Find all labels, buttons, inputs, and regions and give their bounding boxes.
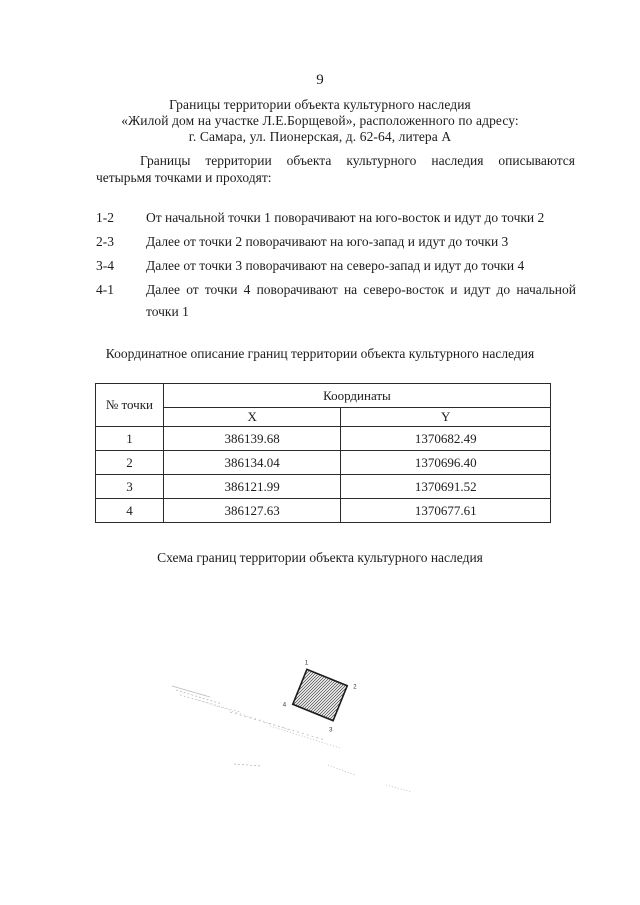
hatch-line	[296, 655, 376, 735]
hatch-line	[230, 655, 310, 735]
hatch-line	[218, 655, 298, 735]
intro-paragraph-line-1: Границы территории объекта культурного наследия описываются	[140, 153, 575, 168]
intro-paragraph-line-2: четырьмя точками и проходят:	[96, 170, 272, 185]
parcel-hatching	[200, 655, 439, 735]
hatch-line	[281, 655, 361, 735]
hatch-line	[317, 655, 397, 735]
hatch-line	[329, 655, 409, 735]
hatch-line	[311, 655, 391, 735]
table-row	[96, 451, 551, 475]
parcel-point-label: 1	[304, 660, 309, 667]
hatch-line	[200, 655, 280, 735]
y-cell: 1370691.52	[341, 475, 551, 499]
hatch-line	[278, 655, 358, 735]
header-x: X	[163, 408, 341, 427]
hatch-line	[239, 655, 319, 735]
hatch-line	[341, 655, 421, 735]
hatch-line	[302, 655, 382, 735]
hatch-line	[224, 655, 304, 735]
hatch-line	[314, 655, 394, 735]
hatch-line	[254, 655, 334, 735]
hatch-line	[263, 655, 343, 735]
hatch-line	[260, 655, 340, 735]
x-cell: 386121.99	[163, 475, 341, 499]
boundary-scheme	[150, 640, 470, 820]
route-segment-text: Далее от точки 4 поворачивают на северо-восток и идут до начальной	[146, 282, 576, 297]
hatch-line	[212, 655, 292, 735]
hatch-line	[344, 655, 424, 735]
hatch-line	[251, 655, 331, 735]
hatch-line	[242, 655, 322, 735]
parcel-point-label: 3	[329, 727, 333, 734]
parcel-point-label: 2	[353, 684, 357, 691]
y-cell: 1370682.49	[341, 427, 551, 451]
hatch-line	[323, 655, 403, 735]
hatch-line	[293, 655, 373, 735]
hatch-line	[248, 655, 328, 735]
hatch-line	[356, 655, 436, 735]
hatch-line	[227, 655, 307, 735]
table-row	[96, 499, 551, 523]
hatch-line	[335, 655, 415, 735]
x-cell: 386127.63	[163, 499, 341, 523]
route-segment-number: 4-1	[96, 282, 114, 297]
hatch-line	[290, 655, 370, 735]
point-cell: 3	[96, 475, 164, 499]
route-segment-text: Далее от точки 3 поворачивают на северо-запад и идут до точки 4	[146, 258, 525, 273]
hatch-line	[308, 655, 388, 735]
table-row	[96, 475, 551, 499]
header-y: Y	[341, 408, 551, 427]
header-coordinates: Координаты	[163, 384, 550, 408]
hatch-line	[326, 655, 406, 735]
hatch-line	[206, 655, 286, 735]
coordinates-table	[95, 383, 551, 523]
hatch-line	[272, 655, 352, 735]
hatch-line	[203, 655, 283, 735]
route-segment-number: 3-4	[96, 258, 114, 273]
hatch-line	[305, 655, 385, 735]
route-segment-text: От начальной точки 1 поворачивают на юго-восток и идут до точки 2	[146, 210, 545, 225]
hatch-line	[266, 655, 346, 735]
hatch-line	[338, 655, 418, 735]
title-line-3: г. Самара, ул. Пионерская, д. 62-64, литера А	[188, 129, 452, 144]
hatch-line	[233, 655, 313, 735]
route-segment-text: Далее от точки 2 поворачивают на юго-запад и идут до точки 3	[146, 234, 509, 249]
y-cell: 1370677.61	[341, 499, 551, 523]
route-segment-number: 1-2	[96, 210, 114, 225]
coordinates-table-title: Координатное описание границ территории объекта культурного наследия	[105, 346, 535, 361]
hatch-line	[353, 655, 433, 735]
point-cell: 2	[96, 451, 164, 475]
hatch-line	[347, 655, 427, 735]
point-cell: 4	[96, 499, 164, 523]
route-segment-text-continuation: точки 1	[146, 304, 189, 319]
hatch-line	[245, 655, 325, 735]
route-segment-number: 2-3	[96, 234, 114, 249]
y-cell: 1370696.40	[341, 451, 551, 475]
hatch-line	[221, 655, 301, 735]
hatch-line	[299, 655, 379, 735]
parcel-layer	[200, 655, 439, 735]
table-row	[96, 427, 551, 451]
title-line-1: Границы территории объекта культурного наследия	[169, 97, 471, 112]
hatch-line	[320, 655, 400, 735]
point-cell: 1	[96, 427, 164, 451]
hatch-line	[269, 655, 349, 735]
title-line-2: «Жилой дом на участке Л.Е.Борщевой», расположенного по адресу:	[121, 113, 519, 128]
hatch-line	[215, 655, 295, 735]
x-cell: 386139.68	[163, 427, 341, 451]
header-point-number: № точки	[96, 384, 164, 427]
hatch-line	[209, 655, 289, 735]
scheme-title: Схема границ территории объекта культурного наследия	[157, 550, 483, 565]
background-street-marks	[172, 686, 412, 792]
hatch-line	[287, 655, 367, 735]
hatch-line	[359, 655, 439, 735]
x-cell: 386134.04	[163, 451, 341, 475]
hatch-line	[236, 655, 316, 735]
parcel-point-label: 4	[282, 702, 287, 709]
page-number: 9	[316, 72, 324, 88]
hatch-line	[350, 655, 430, 735]
